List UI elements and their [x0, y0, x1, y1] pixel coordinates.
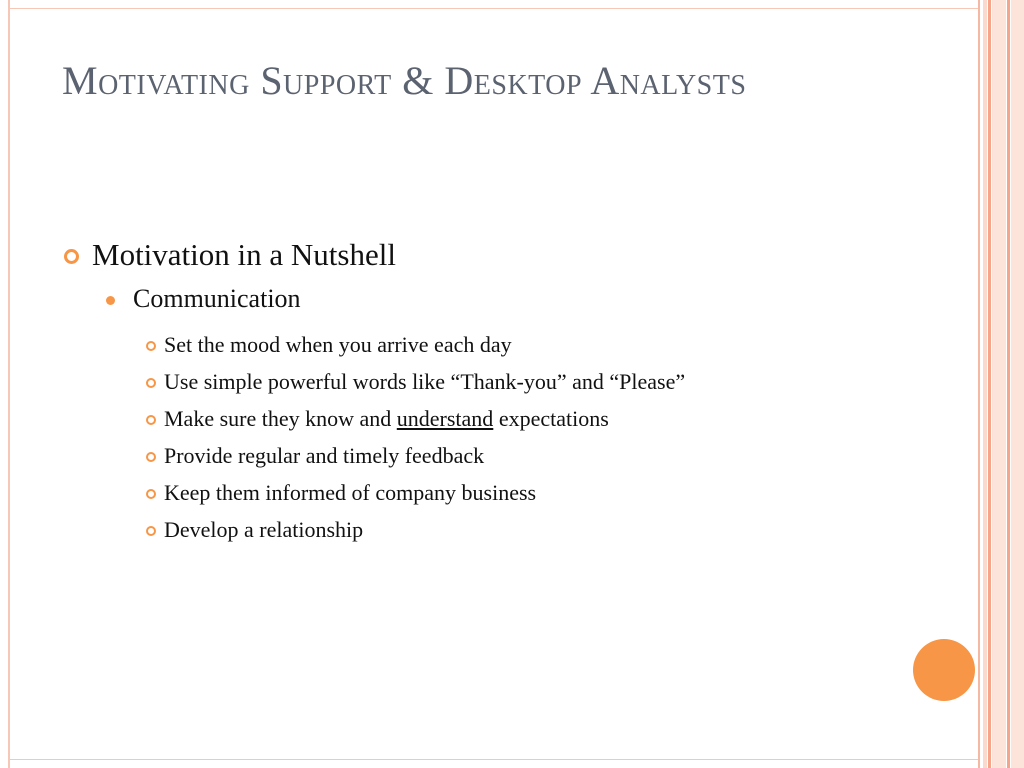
list-item-text-post: expectations [493, 405, 609, 431]
list-item [146, 511, 685, 548]
slide-title: Motivating Support & Desktop Analysts [62, 58, 747, 103]
ring-bullet-icon [146, 341, 156, 351]
list-item [146, 363, 685, 400]
top-border-line [8, 8, 978, 9]
list-item-text: Develop a relationship [164, 516, 364, 542]
list-item [146, 437, 685, 474]
ring-bullet-icon [146, 526, 156, 536]
list-item [146, 400, 685, 437]
ring-bullet-icon [146, 415, 156, 425]
right-stripe [1011, 0, 1024, 768]
underlined-word: understand [396, 405, 494, 431]
dot-bullet-icon [106, 296, 115, 305]
ring-bullet-icon [146, 489, 156, 499]
bullet-level3-list [146, 326, 685, 548]
right-stripe [978, 0, 980, 768]
list-item-text: Use simple powerful words like “Thank-you” and “Please” [164, 368, 686, 394]
bullet-level1 [64, 237, 396, 273]
list-item-text: Keep them informed of company business [164, 479, 537, 505]
ring-bullet-icon [64, 249, 79, 264]
right-stripe [988, 0, 991, 768]
right-stripe [1007, 0, 1010, 768]
list-item-text: Set the mood when you arrive each day [164, 331, 512, 357]
list-item [146, 326, 685, 363]
right-stripe [983, 0, 987, 768]
bullet-level2-text: Communication [133, 284, 301, 313]
list-item-text-pre: Make sure they know and [164, 405, 397, 431]
ring-bullet-icon [146, 452, 156, 462]
list-item [146, 474, 685, 511]
left-border-line [8, 0, 10, 768]
bottom-border-line [8, 759, 978, 760]
right-stripe [992, 0, 1006, 768]
ring-bullet-icon [146, 378, 156, 388]
bullet-level1-text: Motivation in a Nutshell [92, 237, 396, 272]
bullet-level2 [106, 284, 301, 314]
list-item-text [164, 406, 609, 432]
decorative-circle [913, 639, 975, 701]
list-item-text: Provide regular and timely feedback [164, 442, 485, 468]
